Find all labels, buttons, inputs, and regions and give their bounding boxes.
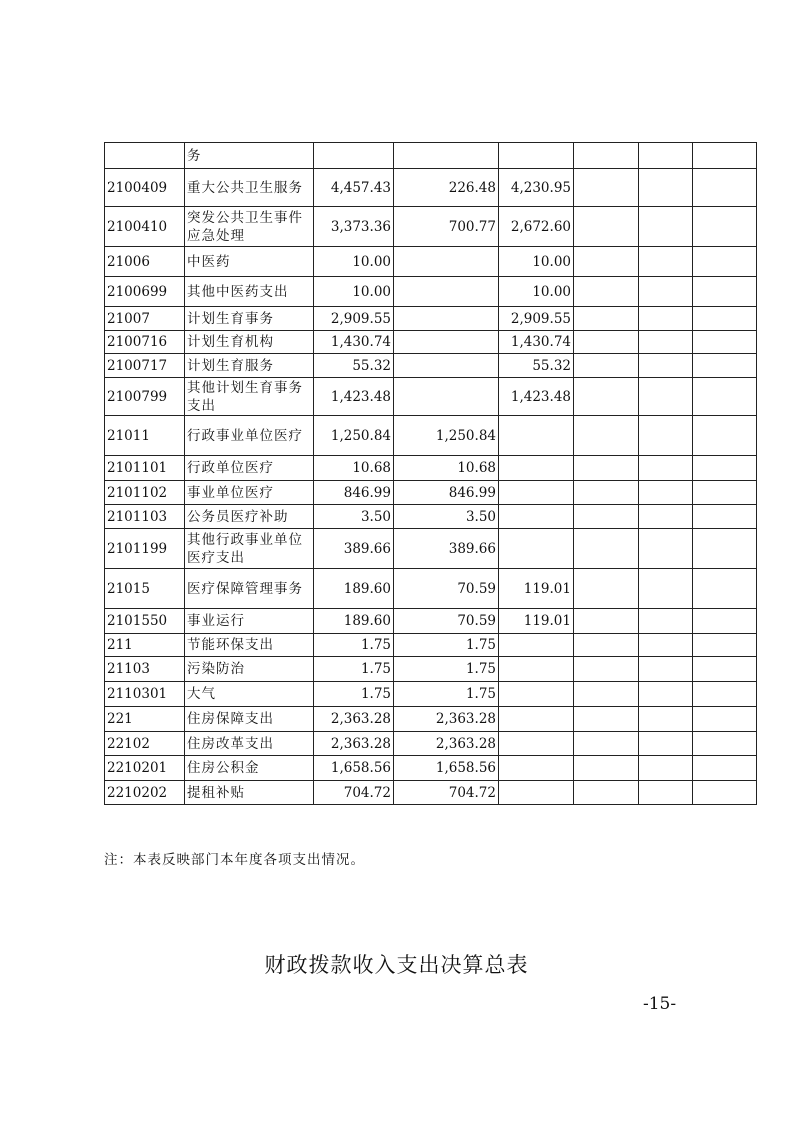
row-total-cell: 10.68 (314, 456, 394, 481)
row-name-cell: 其他中医药支出 (185, 277, 314, 307)
row-code-cell: 21015 (105, 569, 185, 609)
row-empty-cell (574, 707, 639, 732)
row-code-cell: 21103 (105, 657, 185, 682)
row-name-cell: 中医药 (185, 247, 314, 277)
row-total-cell: 189.60 (314, 569, 394, 609)
table-row (105, 529, 757, 569)
row-empty-cell (693, 707, 757, 732)
row-project-cell (499, 707, 574, 732)
row-name-cell: 住房改革支出 (185, 732, 314, 756)
row-code-cell: 2100717 (105, 354, 185, 378)
row-project-cell (499, 756, 574, 781)
row-name-cell: 节能环保支出 (185, 634, 314, 657)
row-name-cell: 公务员医疗补助 (185, 505, 314, 529)
row-code-cell: 2101101 (105, 456, 185, 481)
row-empty-cell (574, 169, 639, 207)
row-name-cell: 突发公共卫生事件应急处理 (185, 207, 314, 247)
row-empty-cell (639, 307, 693, 331)
table-row (105, 756, 757, 781)
row-name-cell: 事业单位医疗 (185, 481, 314, 505)
row-total-cell: 704.72 (314, 781, 394, 805)
row-empty-cell (574, 378, 639, 416)
row-total-cell: 3,373.36 (314, 207, 394, 247)
row-total-cell: 389.66 (314, 529, 394, 569)
row-project-cell (499, 781, 574, 805)
row-empty-cell (639, 657, 693, 682)
row-empty-cell (574, 756, 639, 781)
row-total-cell: 10.00 (314, 277, 394, 307)
row-total-cell: 1,250.84 (314, 416, 394, 456)
row-total-cell: 1.75 (314, 634, 394, 657)
row-empty-cell (693, 481, 757, 505)
row-empty-cell (639, 331, 693, 354)
row-basic-cell (394, 331, 499, 354)
row-project-cell (499, 456, 574, 481)
row-empty-cell (693, 781, 757, 805)
row-empty-cell (574, 634, 639, 657)
table-row (105, 634, 757, 657)
row-total-cell: 2,909.55 (314, 307, 394, 331)
row-project-cell: 10.00 (499, 277, 574, 307)
table-row (105, 732, 757, 756)
row-code-cell: 21011 (105, 416, 185, 456)
table-row (105, 707, 757, 732)
next-table-title: 财政拨款收入支出决算总表 (264, 953, 529, 977)
row-total-cell: 846.99 (314, 481, 394, 505)
row-basic-cell: 70.59 (394, 569, 499, 609)
row-empty-cell (639, 277, 693, 307)
table-row (105, 781, 757, 805)
row-empty-cell (693, 354, 757, 378)
row-empty-cell (574, 456, 639, 481)
row-empty-cell (574, 529, 639, 569)
table-row (105, 354, 757, 378)
row-basic-cell: 10.68 (394, 456, 499, 481)
row-empty-cell (574, 732, 639, 756)
row-empty-cell (693, 247, 757, 277)
row-basic-cell: 1,658.56 (394, 756, 499, 781)
row-total-cell: 1,430.74 (314, 331, 394, 354)
table-row (105, 609, 757, 634)
row-total-cell: 3.50 (314, 505, 394, 529)
row-name-cell: 行政单位医疗 (185, 456, 314, 481)
row-code-cell (105, 143, 185, 169)
row-code-cell: 2100410 (105, 207, 185, 247)
row-project-cell: 2,672.60 (499, 207, 574, 247)
row-basic-cell: 1.75 (394, 634, 499, 657)
row-code-cell: 22102 (105, 732, 185, 756)
row-empty-cell (574, 354, 639, 378)
row-name-cell: 计划生育服务 (185, 354, 314, 378)
row-code-cell: 221 (105, 707, 185, 732)
row-empty-cell (574, 331, 639, 354)
row-project-cell: 1,430.74 (499, 331, 574, 354)
table-row (105, 682, 757, 707)
row-project-cell (499, 481, 574, 505)
row-name-cell: 事业运行 (185, 609, 314, 634)
table-row (105, 207, 757, 247)
row-empty-cell (693, 169, 757, 207)
row-code-cell: 2100716 (105, 331, 185, 354)
row-empty-cell (574, 277, 639, 307)
row-empty-cell (693, 505, 757, 529)
row-project-cell: 10.00 (499, 247, 574, 277)
row-total-cell: 55.32 (314, 354, 394, 378)
row-empty-cell (639, 143, 693, 169)
row-empty-cell (639, 247, 693, 277)
table-row (105, 657, 757, 682)
row-empty-cell (639, 169, 693, 207)
row-empty-cell (639, 781, 693, 805)
row-empty-cell (693, 416, 757, 456)
row-name-cell: 务 (185, 143, 314, 169)
row-project-cell (499, 505, 574, 529)
row-project-cell: 55.32 (499, 354, 574, 378)
row-name-cell: 住房保障支出 (185, 707, 314, 732)
row-basic-cell: 2,363.28 (394, 707, 499, 732)
row-name-cell: 计划生育机构 (185, 331, 314, 354)
row-name-cell: 医疗保障管理事务 (185, 569, 314, 609)
row-basic-cell: 846.99 (394, 481, 499, 505)
row-name-cell: 计划生育事务 (185, 307, 314, 331)
row-empty-cell (639, 456, 693, 481)
row-empty-cell (693, 307, 757, 331)
row-empty-cell (574, 307, 639, 331)
row-name-cell: 其他计划生育事务支出 (185, 378, 314, 416)
row-project-cell: 119.01 (499, 569, 574, 609)
table-row (105, 416, 757, 456)
row-empty-cell (693, 569, 757, 609)
row-empty-cell (574, 682, 639, 707)
row-empty-cell (693, 609, 757, 634)
row-code-cell: 21007 (105, 307, 185, 331)
row-basic-cell (394, 378, 499, 416)
row-name-cell: 污染防治 (185, 657, 314, 682)
row-total-cell: 1,658.56 (314, 756, 394, 781)
row-total-cell: 1,423.48 (314, 378, 394, 416)
row-name-cell: 大气 (185, 682, 314, 707)
row-basic-cell: 1,250.84 (394, 416, 499, 456)
row-code-cell: 2100799 (105, 378, 185, 416)
row-total-cell: 10.00 (314, 247, 394, 277)
row-project-cell (499, 416, 574, 456)
row-basic-cell: 704.72 (394, 781, 499, 805)
row-empty-cell (639, 505, 693, 529)
row-code-cell: 2100409 (105, 169, 185, 207)
row-empty-cell (693, 732, 757, 756)
row-basic-cell: 1.75 (394, 657, 499, 682)
row-name-cell: 其他行政事业单位医疗支出 (185, 529, 314, 569)
row-basic-cell: 389.66 (394, 529, 499, 569)
row-empty-cell (693, 682, 757, 707)
row-empty-cell (574, 657, 639, 682)
row-empty-cell (693, 277, 757, 307)
row-empty-cell (639, 529, 693, 569)
row-name-cell: 重大公共卫生服务 (185, 169, 314, 207)
expenditure-table (104, 142, 757, 805)
row-code-cell: 21006 (105, 247, 185, 277)
row-basic-cell: 700.77 (394, 207, 499, 247)
row-code-cell: 2101103 (105, 505, 185, 529)
table-row (105, 569, 757, 609)
row-empty-cell (693, 657, 757, 682)
row-empty-cell (693, 207, 757, 247)
row-total-cell: 2,363.28 (314, 707, 394, 732)
row-code-cell: 211 (105, 634, 185, 657)
row-empty-cell (693, 331, 757, 354)
row-empty-cell (639, 207, 693, 247)
row-code-cell: 2101199 (105, 529, 185, 569)
row-empty-cell (574, 609, 639, 634)
row-total-cell: 4,457.43 (314, 169, 394, 207)
row-project-cell: 2,909.55 (499, 307, 574, 331)
table-row (105, 456, 757, 481)
row-empty-cell (639, 416, 693, 456)
row-empty-cell (574, 505, 639, 529)
row-name-cell: 提租补贴 (185, 781, 314, 805)
row-basic-cell: 1.75 (394, 682, 499, 707)
row-total-cell: 1.75 (314, 682, 394, 707)
row-empty-cell (639, 682, 693, 707)
row-empty-cell (639, 569, 693, 609)
row-empty-cell (639, 481, 693, 505)
row-empty-cell (639, 354, 693, 378)
row-basic-cell (394, 307, 499, 331)
table-body (105, 143, 757, 805)
row-project-cell (499, 143, 574, 169)
row-project-cell: 1,423.48 (499, 378, 574, 416)
row-name-cell: 行政事业单位医疗 (185, 416, 314, 456)
table-note: 注：本表反映部门本年度各项支出情况。 (104, 852, 365, 868)
table-row (105, 143, 757, 169)
page-number: -15- (643, 994, 677, 1014)
row-project-cell: 4,230.95 (499, 169, 574, 207)
row-code-cell: 2101550 (105, 609, 185, 634)
row-basic-cell (394, 143, 499, 169)
row-basic-cell (394, 277, 499, 307)
row-empty-cell (693, 529, 757, 569)
table-row (105, 378, 757, 416)
row-project-cell (499, 682, 574, 707)
row-empty-cell (693, 456, 757, 481)
row-empty-cell (639, 707, 693, 732)
table-row (105, 481, 757, 505)
table-row (105, 247, 757, 277)
row-empty-cell (693, 634, 757, 657)
table-row (105, 277, 757, 307)
table-row (105, 331, 757, 354)
row-code-cell: 2210201 (105, 756, 185, 781)
row-code-cell: 2110301 (105, 682, 185, 707)
row-total-cell: 1.75 (314, 657, 394, 682)
row-total-cell: 189.60 (314, 609, 394, 634)
row-empty-cell (639, 609, 693, 634)
row-name-cell: 住房公积金 (185, 756, 314, 781)
row-code-cell: 2210202 (105, 781, 185, 805)
table-row (105, 307, 757, 331)
row-project-cell (499, 634, 574, 657)
row-project-cell: 119.01 (499, 609, 574, 634)
row-empty-cell (574, 416, 639, 456)
row-empty-cell (639, 378, 693, 416)
row-empty-cell (693, 143, 757, 169)
row-basic-cell: 2,363.28 (394, 732, 499, 756)
row-empty-cell (639, 756, 693, 781)
row-empty-cell (639, 634, 693, 657)
row-empty-cell (574, 143, 639, 169)
row-empty-cell (574, 481, 639, 505)
row-basic-cell (394, 354, 499, 378)
row-total-cell (314, 143, 394, 169)
row-empty-cell (574, 247, 639, 277)
row-basic-cell: 226.48 (394, 169, 499, 207)
row-project-cell (499, 657, 574, 682)
row-total-cell: 2,363.28 (314, 732, 394, 756)
table-row (105, 169, 757, 207)
row-basic-cell: 70.59 (394, 609, 499, 634)
row-empty-cell (693, 756, 757, 781)
row-empty-cell (693, 378, 757, 416)
row-project-cell (499, 732, 574, 756)
row-project-cell (499, 529, 574, 569)
row-basic-cell (394, 247, 499, 277)
row-empty-cell (574, 207, 639, 247)
table-row (105, 505, 757, 529)
row-empty-cell (639, 732, 693, 756)
row-basic-cell: 3.50 (394, 505, 499, 529)
row-code-cell: 2100699 (105, 277, 185, 307)
row-empty-cell (574, 781, 639, 805)
row-empty-cell (574, 569, 639, 609)
row-code-cell: 2101102 (105, 481, 185, 505)
